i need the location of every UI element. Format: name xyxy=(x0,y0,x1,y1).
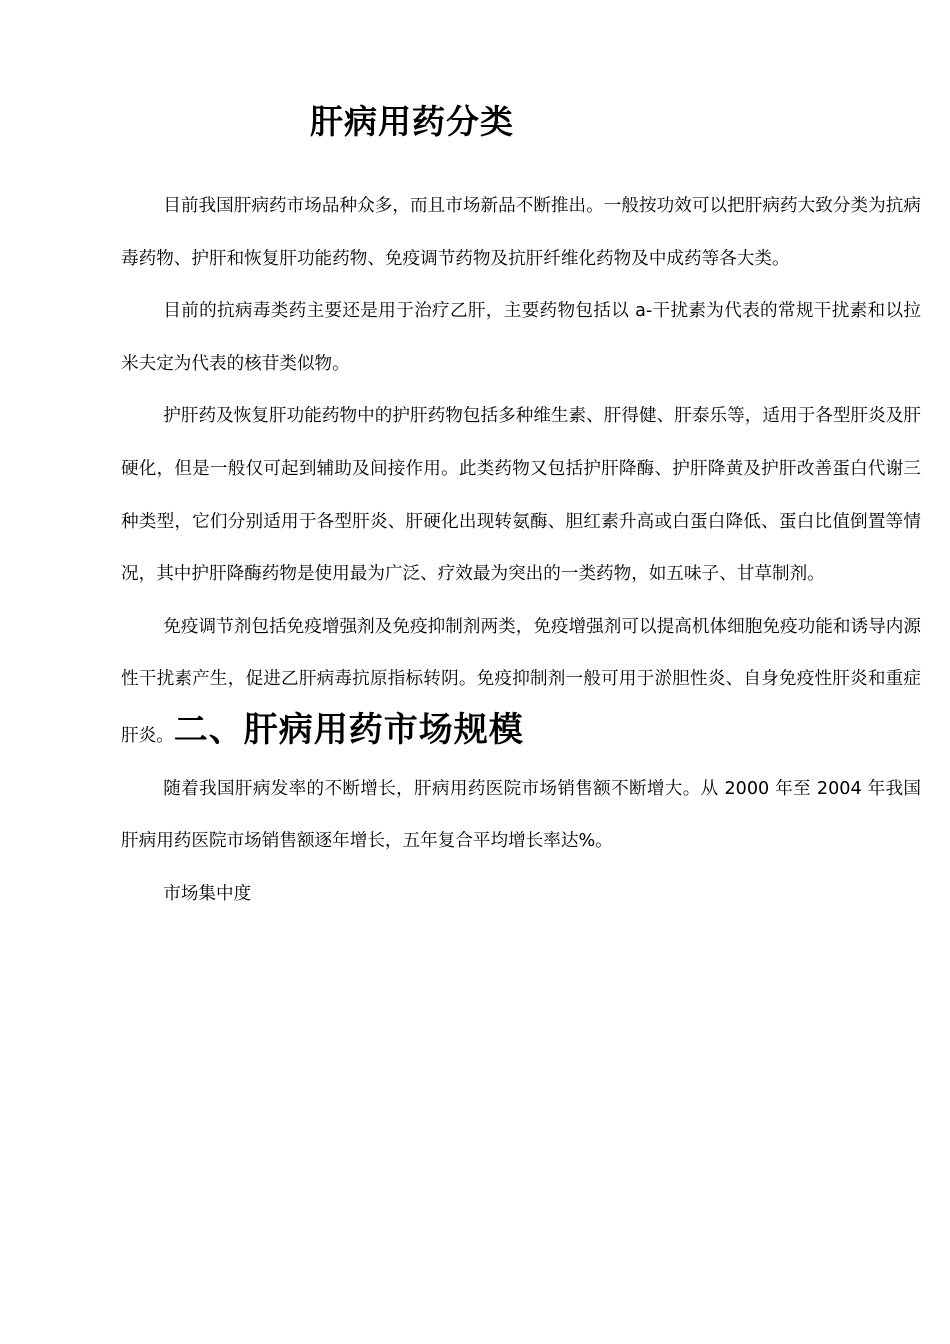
page-title: 肝病用药分类 xyxy=(310,102,514,141)
paragraph-classification: 目前我国肝病药市场品种众多，而且市场新品不断推出。一般按功效可以把肝病药大致分类为抗病毒药物、护肝和恢复肝功能药物、免疫调节药物及抗肝纤维化药物及中成药等各大类。 xyxy=(121,196,921,269)
section-heading-market-size: 二、肝病用药市场规模 xyxy=(173,709,524,750)
document-body xyxy=(121,180,921,920)
paragraph-immune-regulation-text: 免疫调节剂包括免疫增强剂及免疫抑制剂两类，免疫增强剂可以提高机体细胞免疫功能和诱导内源性干扰素产生，促进乙肝病毒抗原指标转阴。免疫抑制剂一般可用于淤胆性炎、自身免疫性肝炎和重症肝炎。 xyxy=(121,616,921,746)
paragraph-antiviral: 目前的抗病毒类药主要还是用于治疗乙肝，主要药物包括以 a-干扰素为代表的常规干扰素和以拉米夫定为代表的核苷类似物。 xyxy=(121,301,921,374)
paragraph-immune-regulation xyxy=(121,601,921,763)
paragraph-market-concentration: 市场集中度 xyxy=(163,883,252,904)
paragraph-market-growth: 随着我国肝病发率的不断增长，肝病用药医院市场销售额不断增大。从 2000 年至 2004 年我国肝病用药医院市场销售额逐年增长，五年复合平均增长率达%。 xyxy=(121,778,921,852)
paragraph-liver-protection: 护肝药及恢复肝功能药物中的护肝药物包括多种维生素、肝得健、肝泰乐等，适用于各型肝炎及肝硬化，但是一般仅可起到辅助及间接作用。此类药物又包括护肝降酶、护肝降黄及护肝改善蛋白代谢三种类型，它们分别适用于各型肝炎、肝硬化出现转氨酶、胆红素升高或白蛋白降低、蛋白比值倒置等情况，其中护肝降酶药物是使用最为广泛、疗效最为突出的一类药物，如五味子、甘草制剂。 xyxy=(121,406,921,585)
